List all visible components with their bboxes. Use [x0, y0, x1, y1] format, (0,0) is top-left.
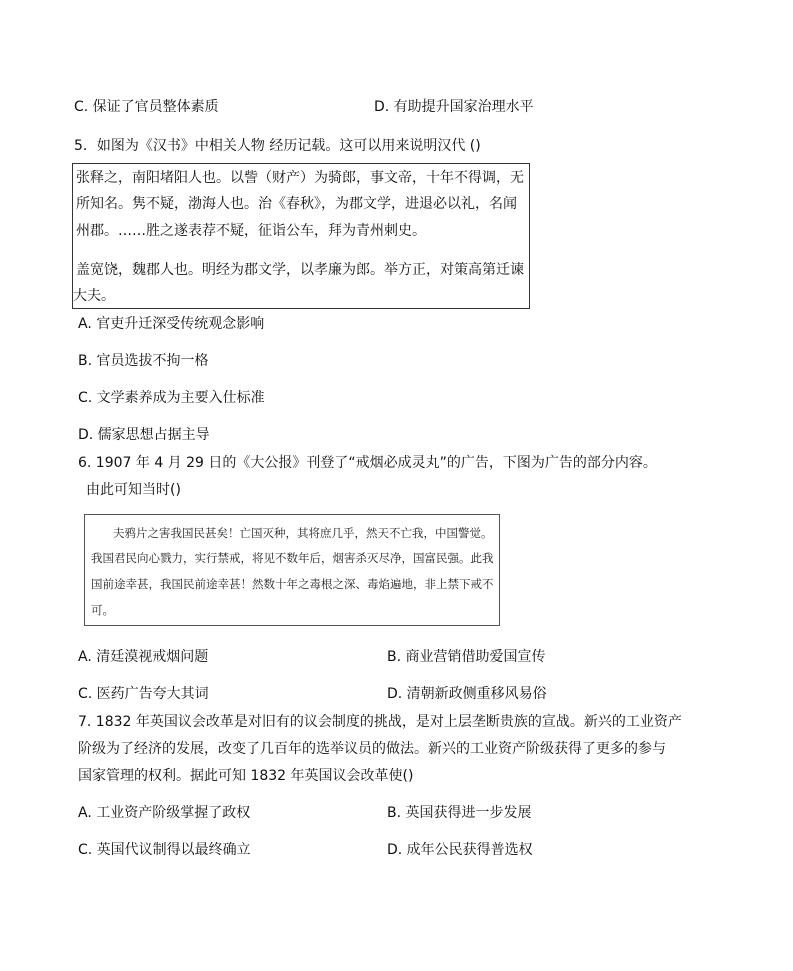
q5-excerpt-line: 盖宽饶，魏郡人也。明经为郡文学，以孝廉为郎。举方正，对策高第迁谏 [76, 262, 524, 278]
q5-stem: 5．如图为《汉书》中相关人物 经历记载。这可以用来说明汉代 () [74, 138, 481, 154]
q5-option-c: C. 文学素养成为主要入仕标准 [78, 390, 265, 406]
q6-ad-box [84, 514, 500, 626]
q4-option-d: D. 有助提升国家治理水平 [374, 99, 534, 115]
q6-option-a: A. 清廷漠视戒烟问题 [78, 649, 209, 665]
q5-option-a: A. 官吏升迁深受传统观念影响 [78, 316, 265, 332]
q6-option-d: D. 清朝新政侧重移风易俗 [387, 686, 547, 702]
q6-option-b: B. 商业营销借助爱国宣传 [387, 649, 546, 665]
q7-option-d: D. 成年公民获得普选权 [387, 842, 533, 858]
q5-excerpt-line: 大夫。 [73, 288, 115, 304]
q5-option-d: D. 儒家思想占据主导 [78, 427, 210, 443]
q4-option-c: C. 保证了官员整体素质 [74, 99, 219, 115]
q7-stem-line: 国家管理的权利。据此可知 1832 年英国议会改革使() [78, 768, 414, 784]
q6-stem-line: 6. 1907 年 4 月 29 日的《大公报》刊登了“戒烟必成灵丸”的广告，下图为广告的部分内容。 [78, 455, 657, 471]
q6-ad-line: 可。 [91, 603, 114, 617]
q5-excerpt-box [72, 163, 530, 309]
q6-ad-line: 夫鸦片之害我国民甚矣！亡国灭种，其将庶几乎，然天不亡我，中国警觉。 [113, 526, 493, 540]
q7-stem-line: 7. 1832 年英国议会改革是对旧有的议会制度的挑战，是对上层垄断贵族的宣战。新兴的工业资产 [78, 714, 682, 730]
q6-stem-line: 由此可知当时() [86, 482, 181, 498]
q5-option-b: B. 官员选拔不拘一格 [78, 353, 209, 369]
q7-option-b: B. 英国获得进一步发展 [387, 805, 532, 821]
q6-ad-line: 国前途幸甚，我国民前途幸甚！然数十年之毒根之深、毒焰遍地，非上禁下戒不 [91, 577, 494, 591]
q5-excerpt-line: 州郡。……胜之遂表荐不疑，征诣公车，拜为青州刺史。 [76, 223, 426, 239]
q7-option-a: A. 工业资产阶级掌握了政权 [78, 805, 251, 821]
q6-option-c: C. 医药广告夸大其词 [78, 686, 209, 702]
q5-excerpt-line: 张释之，南阳堵阳人也。以訾（财产）为骑郎，事文帝，十年不得调，无 [76, 170, 524, 186]
q5-excerpt-line: 所知名。隽不疑，渤海人也。治《春秋》，为郡文学，进退必以礼，名闻 [76, 196, 517, 212]
q7-stem-line: 阶级为了经济的发展，改变了几百年的选举议员的做法。新兴的工业资产阶级获得了更多的参与 [78, 741, 666, 757]
q6-ad-line: 我国君民向心戮力，实行禁戒，将见不数年后，烟害杀灭尽净，国富民强。此我 [91, 551, 494, 565]
q7-option-c: C. 英国代议制得以最终确立 [78, 842, 251, 858]
